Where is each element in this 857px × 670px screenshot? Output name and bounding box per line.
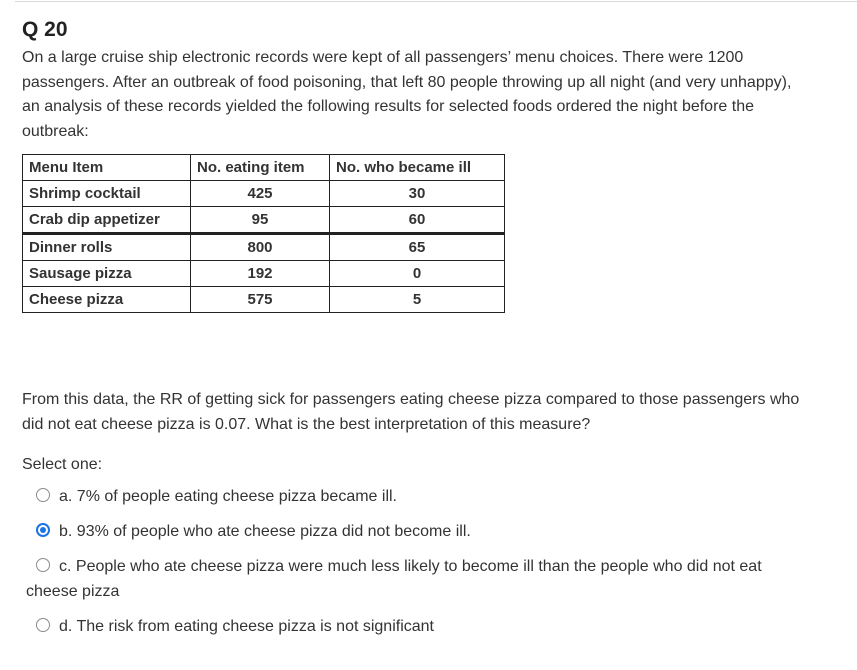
followup-question: From this data, the RR of getting sick for passengers eating cheese pizza compared to those passengers who did not eat cheese pizza is 0.07. What is the best interpretation of this measure? <box>22 391 800 433</box>
header-menu-item: Menu Item <box>23 155 191 181</box>
question-text: On a large cruise ship electronic records were kept of all passengers’ menu choices. There were 1200 passengers. After an outbreak of food poisoning, that left 80 people throwing up all night (and very unhappy), an analysis of these records yielded the following results for selected foods ordered the night before the outbreak: <box>22 49 792 140</box>
menu-item-cell: Cheese pizza <box>23 287 191 313</box>
ill-count-cell: 30 <box>330 181 505 207</box>
menu-item-cell: Crab dip appetizer <box>23 207 191 234</box>
eating-count-cell: 575 <box>191 287 330 313</box>
table-row <box>23 181 505 207</box>
menu-item-cell: Sausage pizza <box>23 261 191 287</box>
header-no-eating: No. eating item <box>191 155 330 181</box>
table-row <box>23 234 505 261</box>
select-one-label: Select one: <box>22 456 103 473</box>
table-row <box>23 207 505 234</box>
table-row <box>23 287 505 313</box>
eating-count-cell: 425 <box>191 181 330 207</box>
ill-count-cell: 5 <box>330 287 505 313</box>
answer-options <box>26 484 806 649</box>
radio-option-a[interactable] <box>36 488 50 502</box>
option-a-label[interactable]: a. 7% of people eating cheese pizza became ill. <box>59 488 397 505</box>
ill-count-cell: 60 <box>330 207 505 234</box>
ill-count-cell: 65 <box>330 234 505 261</box>
option-b[interactable] <box>26 519 806 544</box>
option-d[interactable] <box>26 614 806 639</box>
option-a[interactable] <box>26 484 806 509</box>
eating-count-cell: 192 <box>191 261 330 287</box>
table-row <box>23 261 505 287</box>
question-number: Q 20 <box>22 18 68 41</box>
food-table <box>22 154 505 313</box>
option-b-label[interactable]: b. 93% of people who ate cheese pizza did not become ill. <box>59 523 471 540</box>
ill-count-cell: 0 <box>330 261 505 287</box>
header-no-ill: No. who became ill <box>330 155 505 181</box>
menu-item-cell: Dinner rolls <box>23 234 191 261</box>
option-d-label[interactable]: d. The risk from eating cheese pizza is not significant <box>59 618 434 635</box>
menu-item-cell: Shrimp cocktail <box>23 181 191 207</box>
radio-option-d[interactable] <box>36 618 50 632</box>
option-c-label[interactable]: c. People who ate cheese pizza were much less likely to become ill than the people who did not eat cheese pizza <box>26 558 762 600</box>
top-divider <box>15 1 857 2</box>
eating-count-cell: 800 <box>191 234 330 261</box>
eating-count-cell: 95 <box>191 207 330 234</box>
radio-option-c[interactable] <box>36 558 50 572</box>
radio-option-b[interactable] <box>36 523 50 537</box>
option-c[interactable] <box>26 554 806 604</box>
table-header-row <box>23 155 505 181</box>
